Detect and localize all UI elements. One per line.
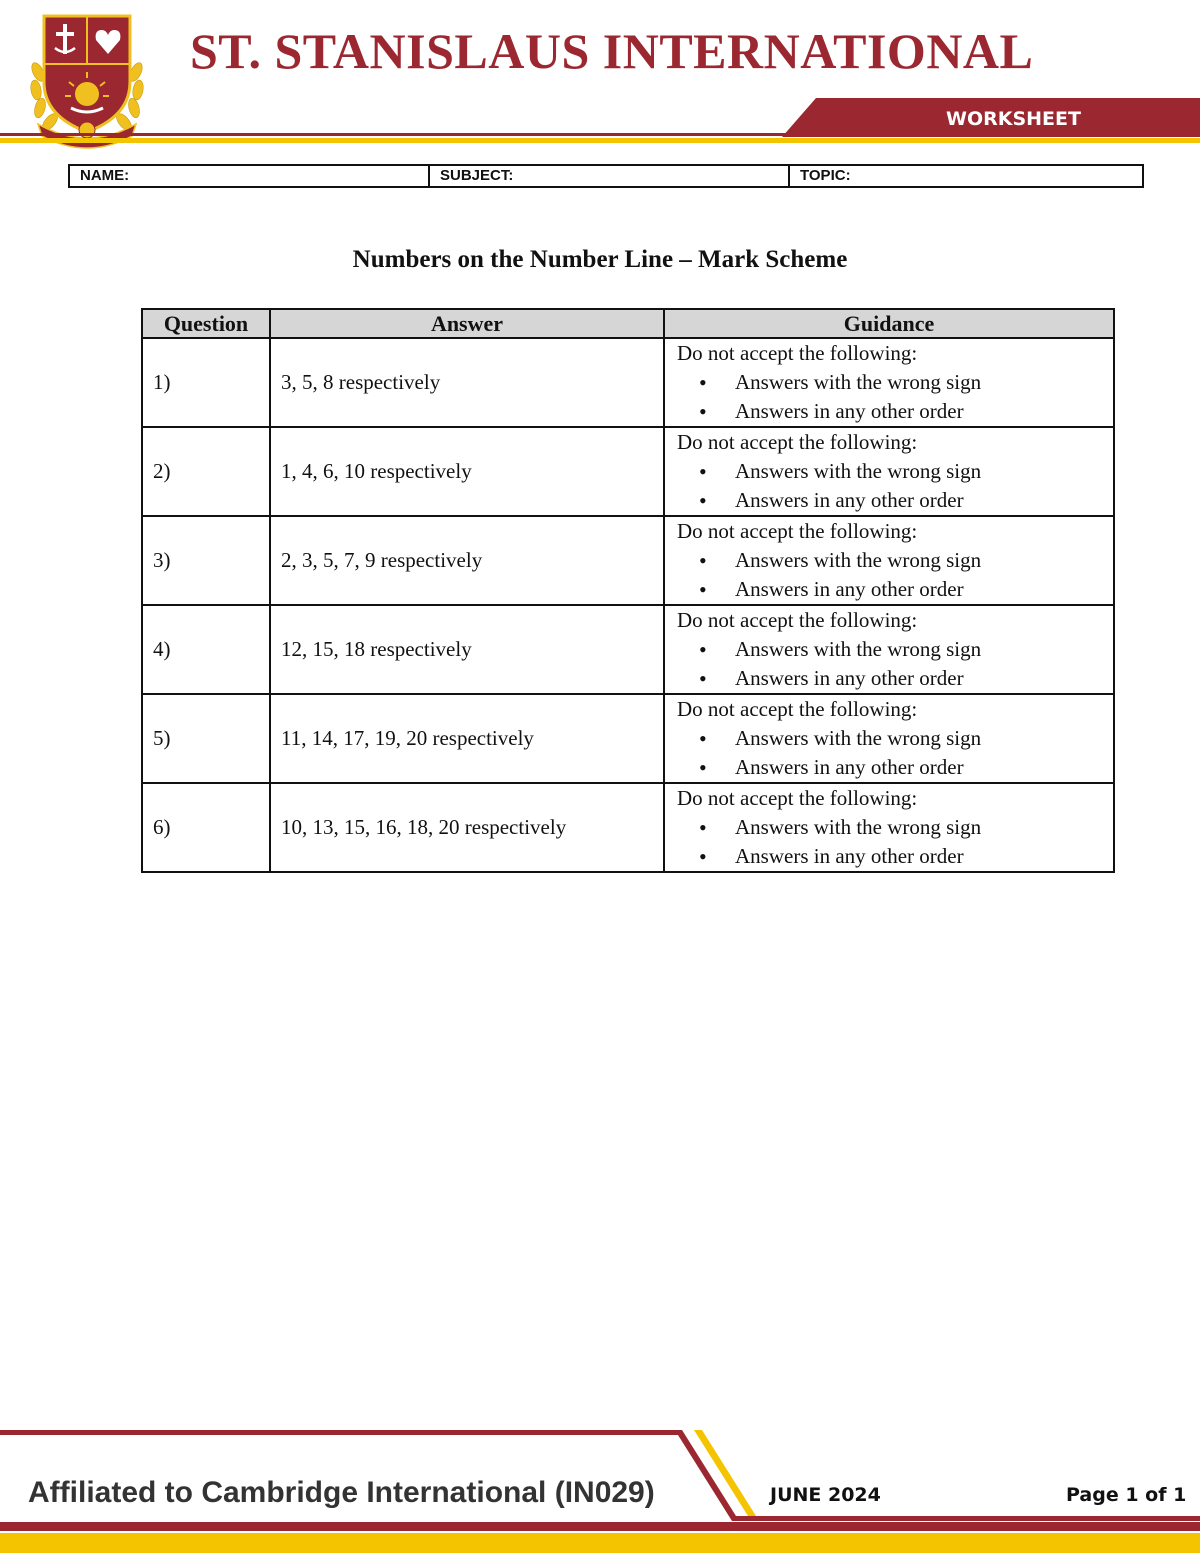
question-number: 3) — [142, 516, 270, 605]
guidance-intro: Do not accept the following: — [677, 697, 918, 721]
page-number: Page 1 of 1 — [1066, 1484, 1187, 1506]
table-row — [142, 427, 1114, 516]
question-number: 4) — [142, 605, 270, 694]
guidance-cell — [664, 516, 1114, 605]
guidance-cell — [664, 783, 1114, 872]
name-label: NAME: — [80, 167, 130, 184]
worksheet-label: WORKSHEET — [946, 108, 1081, 130]
guidance-cell — [664, 694, 1114, 783]
subject-label: SUBJECT: — [440, 167, 514, 184]
guidance-point: • Answers in any other order — [735, 397, 1113, 426]
mark-scheme-table — [141, 308, 1115, 873]
topic-label: TOPIC: — [800, 167, 851, 184]
guidance-point: • Answers in any other order — [735, 842, 1113, 871]
footer-date: JUNE 2024 — [770, 1484, 881, 1506]
table-row — [142, 694, 1114, 783]
answer-cell: 12, 15, 18 respectively — [270, 605, 664, 694]
guidance-point: • Answers with the wrong sign — [735, 724, 1113, 753]
guidance-list — [677, 457, 1113, 515]
guidance-list — [677, 724, 1113, 782]
guidance-list — [677, 635, 1113, 693]
question-number: 2) — [142, 427, 270, 516]
header-answer: Answer — [270, 309, 664, 338]
table-header-row — [142, 309, 1114, 338]
table-row — [142, 338, 1114, 427]
table-row — [142, 516, 1114, 605]
table-row — [142, 783, 1114, 872]
guidance-intro: Do not accept the following: — [677, 341, 918, 365]
guidance-list — [677, 546, 1113, 604]
affiliation-text: Affiliated to Cambridge International (IN029) — [28, 1476, 655, 1509]
guidance-point: • Answers in any other order — [735, 575, 1113, 604]
answer-cell: 2, 3, 5, 7, 9 respectively — [270, 516, 664, 605]
name-field[interactable] — [70, 166, 428, 186]
topic-field[interactable] — [788, 166, 1142, 186]
question-number: 5) — [142, 694, 270, 783]
question-number: 1) — [142, 338, 270, 427]
guidance-point: • Answers in any other order — [735, 753, 1113, 782]
subject-field[interactable] — [428, 166, 788, 186]
guidance-point: • Answers in any other order — [735, 486, 1113, 515]
guidance-intro: Do not accept the following: — [677, 430, 918, 454]
header-question: Question — [142, 309, 270, 338]
answer-cell: 3, 5, 8 respectively — [270, 338, 664, 427]
answer-cell: 11, 14, 17, 19, 20 respectively — [270, 694, 664, 783]
guidance-cell — [664, 338, 1114, 427]
question-number: 6) — [142, 783, 270, 872]
answer-cell: 10, 13, 15, 16, 18, 20 respectively — [270, 783, 664, 872]
guidance-list — [677, 368, 1113, 426]
guidance-point: • Answers with the wrong sign — [735, 635, 1113, 664]
guidance-list — [677, 813, 1113, 871]
guidance-point: • Answers with the wrong sign — [735, 457, 1113, 486]
guidance-intro: Do not accept the following: — [677, 608, 918, 632]
guidance-point: • Answers with the wrong sign — [735, 368, 1113, 397]
table-row — [142, 605, 1114, 694]
guidance-cell — [664, 427, 1114, 516]
guidance-intro: Do not accept the following: — [677, 786, 918, 810]
guidance-point: • Answers with the wrong sign — [735, 546, 1113, 575]
school-name: ST. STANISLAUS INTERNATIONAL — [190, 23, 1034, 79]
page-title: Numbers on the Number Line – Mark Scheme — [352, 246, 848, 273]
guidance-intro: Do not accept the following: — [677, 519, 918, 543]
header-guidance: Guidance — [664, 309, 1114, 338]
guidance-point: • Answers with the wrong sign — [735, 813, 1113, 842]
answer-cell: 1, 4, 6, 10 respectively — [270, 427, 664, 516]
guidance-cell — [664, 605, 1114, 694]
student-info-row — [68, 164, 1144, 188]
guidance-point: • Answers in any other order — [735, 664, 1113, 693]
